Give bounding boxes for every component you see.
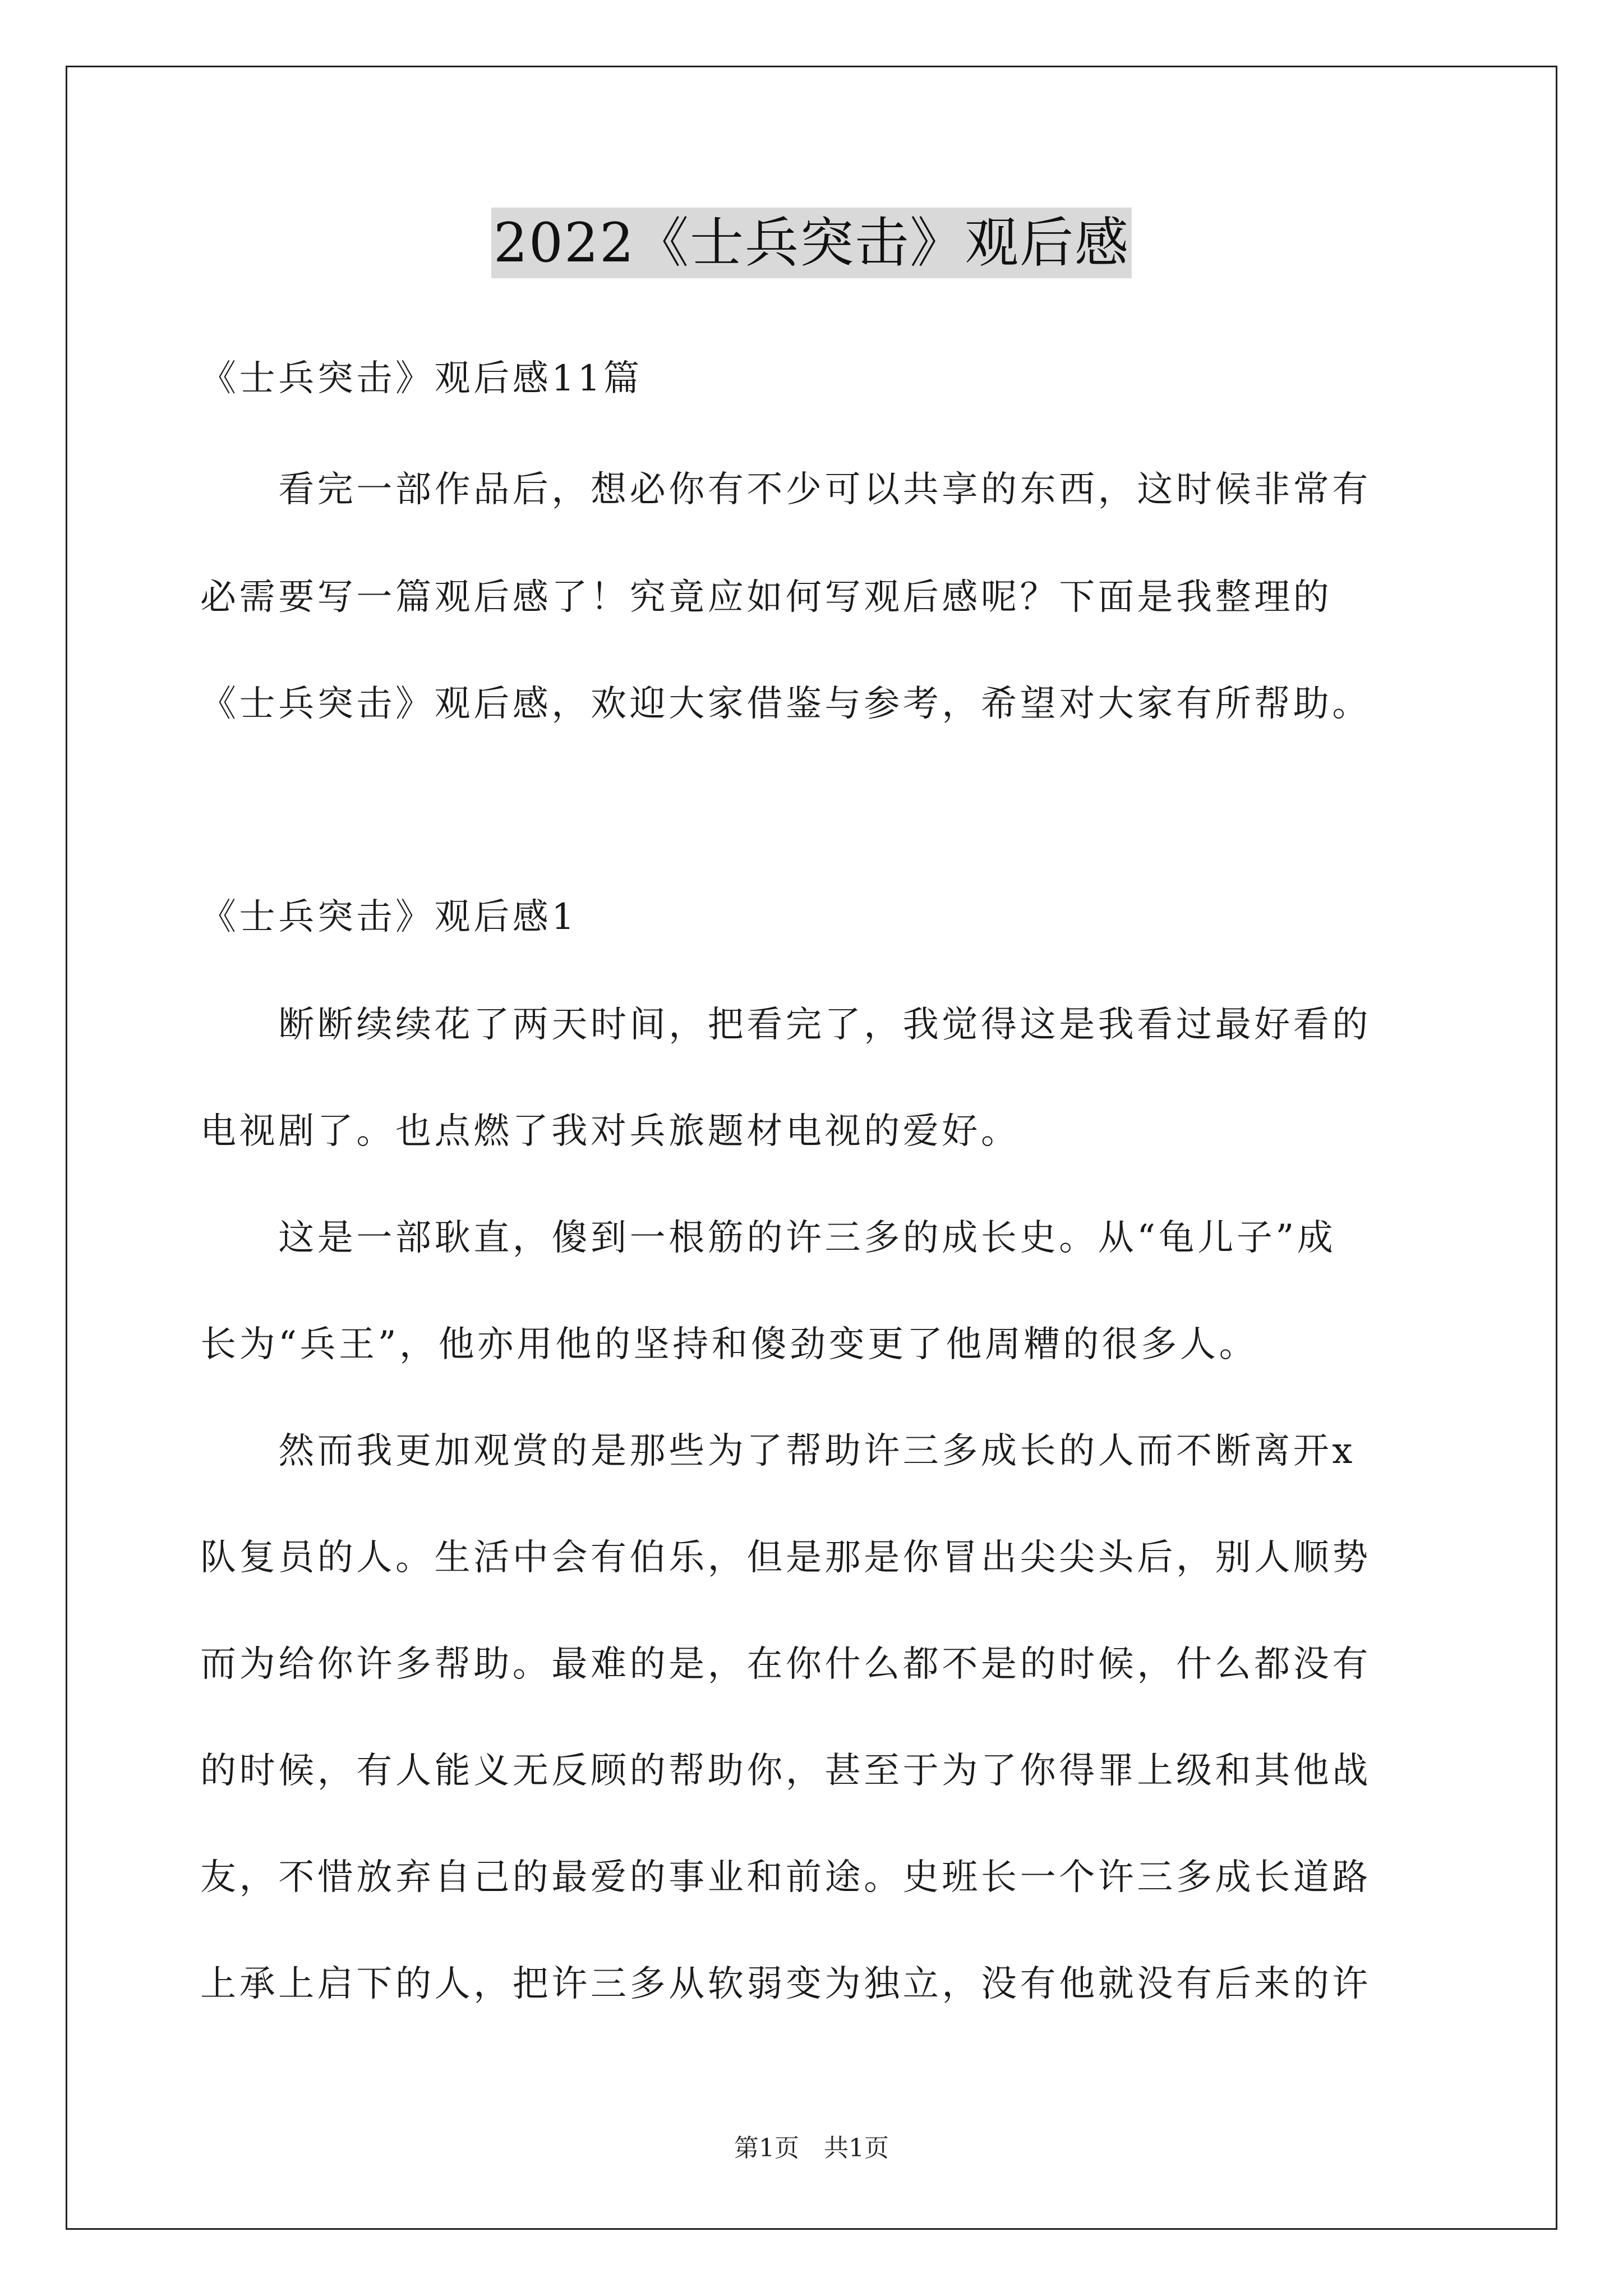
- paragraph-line: 《士兵突击》观后感，欢迎大家借鉴与参考，希望对大家有所帮助。: [200, 683, 1371, 725]
- paragraph-line: 的时候，有人能义无反顾的帮助你，甚至于为了你得罪上级和其他战: [200, 1750, 1371, 1792]
- paragraph-line: 上承上启下的人，把许三多从软弱变为独立，没有他就没有后来的许: [200, 1963, 1371, 2005]
- paragraph-line: 这是一部耿直，傻到一根筋的许三多的成长史。从“龟儿子”成: [200, 1217, 1336, 1259]
- paragraph-line: 而为给你许多帮助。最难的是，在你什么都不是的时候，什么都没有: [200, 1644, 1371, 1685]
- document-title: 2022《士兵突击》观后感: [491, 208, 1132, 278]
- paragraph-line: 队复员的人。生活中会有伯乐，但是那是你冒出尖尖头后，别人顺势: [200, 1537, 1371, 1579]
- paragraph-line: 断断续续花了两天时间，把看完了，我觉得这是我看过最好看的: [200, 1004, 1371, 1046]
- paragraph-line: 看完一部作品后，想必你有不少可以共享的东西，这时候非常有: [200, 469, 1371, 510]
- title-block: [0, 208, 1623, 278]
- paragraph-line: 友，不惜放弃自己的最爱的事业和前途。史班长一个许三多成长道路: [200, 1857, 1371, 1898]
- paragraph-line: 长为“兵王”，他亦用他的坚持和傻劲变更了他周糟的很多人。: [200, 1324, 1258, 1365]
- paragraph-line: 必需要写一篇观后感了！究竟应如何写观后感呢？下面是我整理的: [200, 577, 1332, 618]
- paragraph-line: 然而我更加观赏的是那些为了帮助许三多成长的人而不断离开x: [200, 1430, 1356, 1472]
- document-subtitle: 《士兵突击》观后感11篇: [200, 358, 643, 399]
- paragraph-line: 电视剧了。也点燃了我对兵旅题材电视的爱好。: [200, 1111, 1020, 1152]
- section-heading: 《士兵突击》观后感1: [200, 896, 578, 938]
- page-footer: 第1页 共1页: [734, 2134, 889, 2162]
